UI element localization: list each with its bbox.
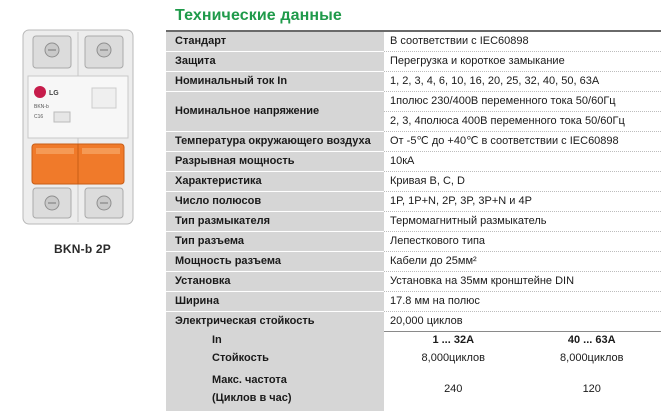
- spec-label: Ширина: [166, 291, 384, 311]
- circuit-breaker-image: [18, 28, 138, 228]
- spec-row: [166, 171, 661, 191]
- endurance-col-1: 1 ... 32A: [432, 333, 475, 346]
- spec-row: [166, 311, 661, 331]
- spec-row: [166, 291, 661, 311]
- spec-label: Защита: [166, 51, 384, 71]
- spec-value: Перегрузка и короткое замыкание: [384, 51, 661, 71]
- spec-label: Температура окружающего воздуха: [166, 131, 384, 151]
- spec-label: Установка: [166, 271, 384, 291]
- rating-text: C16: [34, 114, 44, 120]
- product-caption: BKN-b 2P: [54, 242, 111, 256]
- endurance-values: [384, 331, 661, 349]
- endurance-col-2: 40 ... 63A: [567, 333, 616, 346]
- spec-value: 10кА: [384, 151, 661, 171]
- endurance-label-text: Стойкость: [212, 351, 269, 364]
- spec-label: Мощность разъема: [166, 251, 384, 271]
- spec-value: 20,000 циклов: [384, 311, 661, 331]
- endurance-values: [384, 367, 661, 411]
- spec-value: Кабели до 25мм²: [384, 251, 661, 271]
- spec-row: [166, 151, 661, 171]
- spec-label: Тип разъема: [166, 231, 384, 251]
- spec-value: Термомагнитный размыкатель: [384, 211, 661, 231]
- spec-row: [166, 271, 661, 291]
- endurance-row: [166, 349, 661, 367]
- endurance-values: [384, 349, 661, 367]
- brand-logo-text: LG: [49, 90, 59, 97]
- spec-value: 1полюс 230/400В переменного тока 50/60Гц: [384, 91, 661, 111]
- endurance-label: [166, 349, 384, 367]
- spec-row: [166, 71, 661, 91]
- spec-value: В соответствии с IEC60898: [384, 31, 661, 51]
- endurance-row: [166, 331, 661, 349]
- spec-value: 17.8 мм на полюс: [384, 291, 661, 311]
- section-title: Технические данные: [175, 7, 342, 24]
- spec-label: Число полюсов: [166, 191, 384, 211]
- spec-row: [166, 31, 661, 51]
- endurance-col-2: 8,000циклов: [560, 351, 624, 364]
- spec-value: 2, 3, 4полюса 400В переменного тока 50/60Гц: [384, 111, 661, 131]
- spec-label: Характеристика: [166, 171, 384, 191]
- spec-row: [166, 51, 661, 71]
- spec-row: [166, 251, 661, 271]
- spec-row: [166, 231, 661, 251]
- endurance-col-2: 120: [582, 382, 601, 395]
- spec-row: [166, 211, 661, 231]
- spec-value: Установка на 35мм кронштейне DIN: [384, 271, 661, 291]
- spec-row: [166, 91, 661, 111]
- endurance-col-1: 8,000циклов: [421, 351, 485, 364]
- endurance-col-1: 240: [444, 382, 463, 395]
- endurance-label: [166, 367, 384, 411]
- product-panel: [0, 0, 165, 415]
- spec-value: От -5℃ до +40℃ в соответствии с IEC60898: [384, 131, 661, 151]
- spec-table: [166, 30, 661, 411]
- spec-label: Тип размыкателя: [166, 211, 384, 231]
- spec-row: [166, 131, 661, 151]
- spec-label: Разрывная мощность: [166, 151, 384, 171]
- spec-row: [166, 191, 661, 211]
- spec-value: 1, 2, 3, 4, 6, 10, 16, 20, 25, 32, 40, 50, 63A: [384, 71, 661, 91]
- spec-value: 1P, 1P+N, 2P, 3P, 3P+N и 4P: [384, 191, 661, 211]
- spec-value: Лепесткового типа: [384, 231, 661, 251]
- spec-label: Номинальный ток In: [166, 71, 384, 91]
- endurance-label-text-2: (Циклов в час): [212, 392, 292, 404]
- endurance-label-text: In: [212, 333, 222, 346]
- endurance-row: [166, 367, 661, 411]
- spec-label: Стандарт: [166, 31, 384, 51]
- endurance-label-text: Макс. частота: [212, 374, 287, 386]
- endurance-label: [166, 331, 384, 349]
- spec-value: Кривая B, C, D: [384, 171, 661, 191]
- model-text: BKN-b: [34, 104, 49, 110]
- spec-label: Электрическая стойкость: [166, 311, 384, 331]
- spec-label: Номинальное напряжение: [166, 91, 384, 131]
